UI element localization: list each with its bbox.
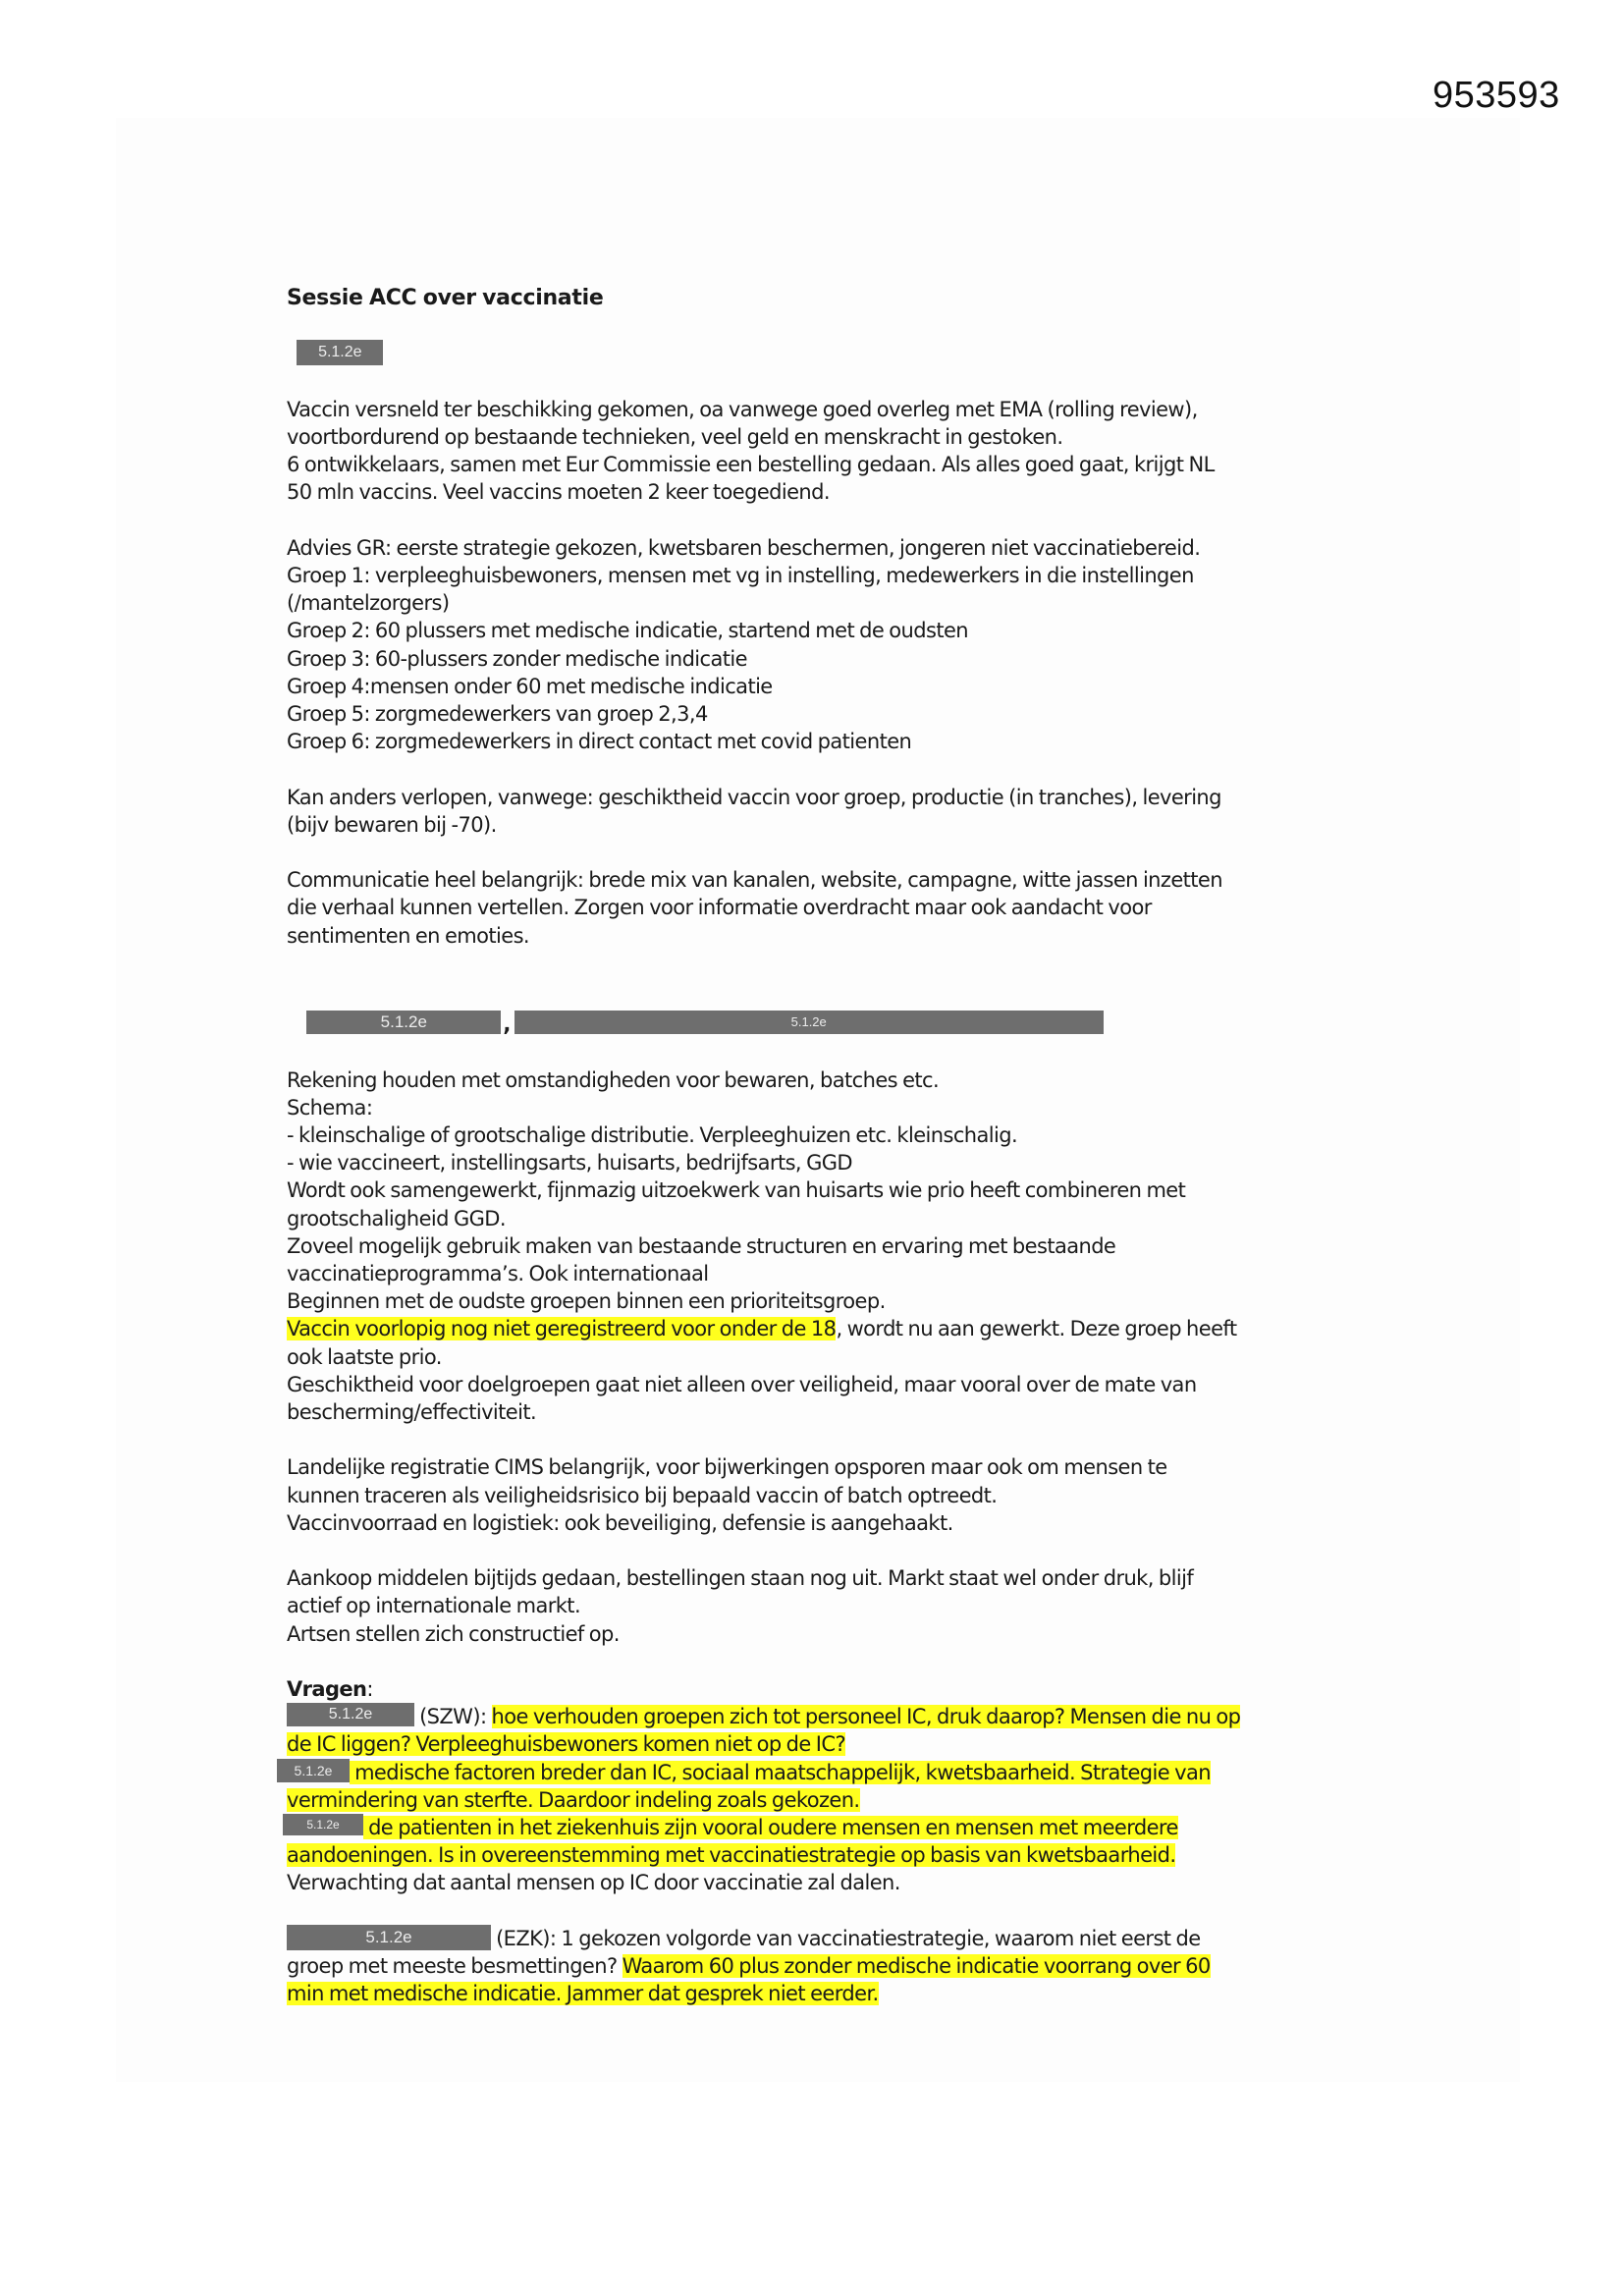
spacer bbox=[287, 1648, 1367, 1675]
text-line bbox=[287, 1786, 1367, 1814]
question-ezk bbox=[287, 1925, 1367, 2008]
text-line: Groep 2: 60 plussers met medische indicatie, startend met de oudsten bbox=[287, 619, 968, 643]
text-line: voortbordurend op bestaande technieken, veel geld en menskracht in gestoken. bbox=[287, 425, 1063, 450]
text-line: Groep 6: zorgmedewerkers in direct contact met covid patienten bbox=[287, 730, 912, 754]
communication-paragraph bbox=[287, 866, 1367, 950]
text-line bbox=[287, 1841, 1367, 1869]
text-line: - kleinschalige of grootschalige distributie. Verpleeghuizen etc. kleinschalig. bbox=[287, 1123, 1018, 1148]
heading-colon: : bbox=[366, 1677, 373, 1702]
text-span: , wordt nu aan gewerkt. Deze groep heeft bbox=[836, 1317, 1237, 1341]
text-line: (bijv bewaren bij -70). bbox=[287, 812, 497, 837]
text-line: Groep 3: 60-plussers zonder medische indicatie bbox=[287, 646, 747, 671]
text-span: (EZK): 1 gekozen volgorde van vaccinatiestrategie, waarom niet eerst de bbox=[491, 1926, 1201, 1950]
highlighted-text: aandoeningen. Is in overeenstemming met vaccinatiestrategie op basis van kwetsbaarheid. bbox=[287, 1843, 1176, 1868]
text-line: kunnen traceren als veiligheidsrisico bij bepaald vaccin of batch optreedt. bbox=[287, 1483, 998, 1507]
text-line: Kan anders verlopen, vanwege: geschiktheid vaccin voor groep, productie (in tranches), levering bbox=[287, 785, 1221, 809]
text-line bbox=[287, 1980, 1367, 2007]
text-line: sentimenten en emoties. bbox=[287, 923, 529, 948]
text-line: Advies GR: eerste strategie gekozen, kwetsbaren beschermen, jongeren niet vaccinatiebereid. bbox=[287, 535, 1201, 560]
highlighted-text: de patienten in het ziekenhuis zijn vooral oudere mensen en mensen met meerdere bbox=[363, 1816, 1178, 1840]
intro-paragraph bbox=[287, 396, 1367, 507]
registration-paragraph bbox=[287, 1453, 1367, 1537]
questions-heading bbox=[287, 1675, 1367, 1703]
text-line: Wordt ook samengewerkt, fijnmazig uitzoekwerk van huisarts wie prio heeft combineren met bbox=[287, 1178, 1186, 1203]
spacer bbox=[287, 839, 1367, 866]
advice-paragraph bbox=[287, 534, 1367, 756]
highlighted-text: de IC liggen? Verpleeghuisbewoners komen niet op de IC? bbox=[287, 1732, 845, 1757]
highlighted-text: min met medische indicatie. Jammer dat gesprek niet eerder. bbox=[287, 1982, 879, 2006]
text-line bbox=[287, 1759, 1367, 1786]
text-line: Landelijke registratie CIMS belangrijk, voor bijwerkingen opsporen maar ook om mensen te bbox=[287, 1455, 1167, 1480]
text-line: Groep 4:mensen onder 60 met medische indicatie bbox=[287, 674, 773, 698]
text-line: Aankoop middelen bijtijds gedaan, bestellingen staan nog uit. Markt staat wel onder druk, blijf bbox=[287, 1566, 1194, 1591]
answer-1 bbox=[287, 1759, 1367, 1814]
question-szw bbox=[287, 1703, 1367, 1758]
document-number: 953593 bbox=[1433, 75, 1560, 116]
text-line: ook laatste prio. bbox=[287, 1344, 442, 1369]
spacer bbox=[287, 1426, 1367, 1453]
separator: , bbox=[503, 1012, 511, 1037]
text-line: Vaccin versneld ter beschikking gekomen, oa vanwege goed overleg met EMA (rolling review), bbox=[287, 397, 1198, 421]
text-line: Groep 1: verpleeghuisbewoners, mensen met vg in instelling, medewerkers in die instellingen bbox=[287, 564, 1194, 588]
text-span: groep met meeste besmettingen? bbox=[287, 1954, 623, 1979]
text-line bbox=[287, 1730, 1367, 1758]
redaction-box: 5.1.2e bbox=[297, 340, 383, 365]
text-line: actief op internationale markt. bbox=[287, 1594, 581, 1618]
highlighted-text: hoe verhouden groepen zich tot personeel IC, druk daarop? Mensen die nu op bbox=[491, 1705, 1241, 1729]
redaction-box: 5.1.2e bbox=[287, 1703, 414, 1726]
redaction-box: 5.1.2e bbox=[283, 1814, 363, 1835]
spacer bbox=[287, 1537, 1367, 1564]
redaction-box: 5.1.2e bbox=[287, 1925, 491, 1950]
text-line: Schema: bbox=[287, 1095, 373, 1120]
text-line: 6 ontwikkelaars, samen met Eur Commissie een bestelling gedaan. Als alles goed gaat, krijgt NL bbox=[287, 453, 1215, 477]
highlighted-text: medische factoren breder dan IC, sociaal maatschappelijk, kwetsbaarheid. Strategie van bbox=[350, 1760, 1211, 1784]
organisation-label: (SZW): bbox=[414, 1705, 492, 1729]
text-line: Rekening houden met omstandigheden voor bewaren, batches etc. bbox=[287, 1067, 940, 1092]
purchase-paragraph bbox=[287, 1564, 1367, 1648]
text-line: Beginnen met de oudste groepen binnen een prioriteitsgroep. bbox=[287, 1289, 886, 1314]
text-line bbox=[287, 1925, 1367, 1952]
highlighted-text: Waarom 60 plus zonder medische indicatie voorrang over 60 bbox=[622, 1954, 1211, 1979]
text-line: Communicatie heel belangrijk: brede mix van kanalen, website, campagne, witte jassen inzetten bbox=[287, 868, 1222, 893]
text-line: bescherming/effectiviteit. bbox=[287, 1400, 537, 1425]
redaction-box: 5.1.2e bbox=[277, 1759, 350, 1782]
text-line bbox=[287, 1814, 1367, 1841]
highlighted-text: Vaccin voorlopig nog niet geregistreerd voor onder de 18 bbox=[287, 1317, 837, 1341]
text-line: Vaccinvoorraad en logistiek: ook beveiliging, defensie is aangehaakt. bbox=[287, 1510, 953, 1535]
heading-text: Vragen bbox=[287, 1677, 367, 1702]
redaction-box: 5.1.2e bbox=[306, 1011, 501, 1034]
highlighted-text: vermindering van sterfte. Daardoor indeling zoals gekozen. bbox=[287, 1787, 860, 1812]
text-line bbox=[287, 1952, 1367, 1980]
text-line: Zoveel mogelijk gebruik maken van bestaande structuren en ervaring met bestaande bbox=[287, 1233, 1116, 1258]
text-line: 50 mln vaccins. Veel vaccins moeten 2 keer toegediend. bbox=[287, 480, 830, 505]
speaker-1-line bbox=[287, 312, 1367, 396]
answer-2 bbox=[287, 1814, 1367, 1897]
spacer bbox=[287, 1897, 1367, 1925]
text-line: Artsen stellen zich constructief op. bbox=[287, 1621, 620, 1646]
text-line: vaccinatieprogramma’s. Ook internationaal bbox=[287, 1262, 709, 1286]
text-line: (/mantelzorgers) bbox=[287, 591, 450, 616]
text-line: Geschiktheid voor doelgroepen gaat niet alleen over veiligheid, maar vooral over de mate van bbox=[287, 1372, 1197, 1396]
delivery-paragraph bbox=[287, 784, 1367, 839]
spacer bbox=[287, 755, 1367, 783]
session-title: Sessie ACC over vaccinatie bbox=[287, 286, 604, 310]
text-line: grootschaligheid GGD. bbox=[287, 1206, 506, 1230]
logistics-paragraph bbox=[287, 1066, 1367, 1427]
text-line: Verwachting dat aantal mensen op IC door vaccinatie zal dalen. bbox=[287, 1871, 900, 1895]
text-line: die verhaal kunnen vertellen. Zorgen voor informatie overdracht maar ook aandacht voor bbox=[287, 896, 1152, 920]
text-line bbox=[287, 1315, 1367, 1342]
spacer bbox=[287, 950, 1367, 977]
speaker-2-line bbox=[287, 983, 1367, 1066]
text-line: - wie vaccineert, instellingsarts, huisarts, bedrijfsarts, GGD bbox=[287, 1151, 852, 1175]
redaction-box: 5.1.2e bbox=[514, 1011, 1104, 1034]
document-body bbox=[287, 285, 1367, 2007]
spacer bbox=[287, 507, 1367, 534]
text-line: Groep 5: zorgmedewerkers van groep 2,3,4 bbox=[287, 702, 708, 727]
text-line bbox=[287, 1703, 1367, 1730]
